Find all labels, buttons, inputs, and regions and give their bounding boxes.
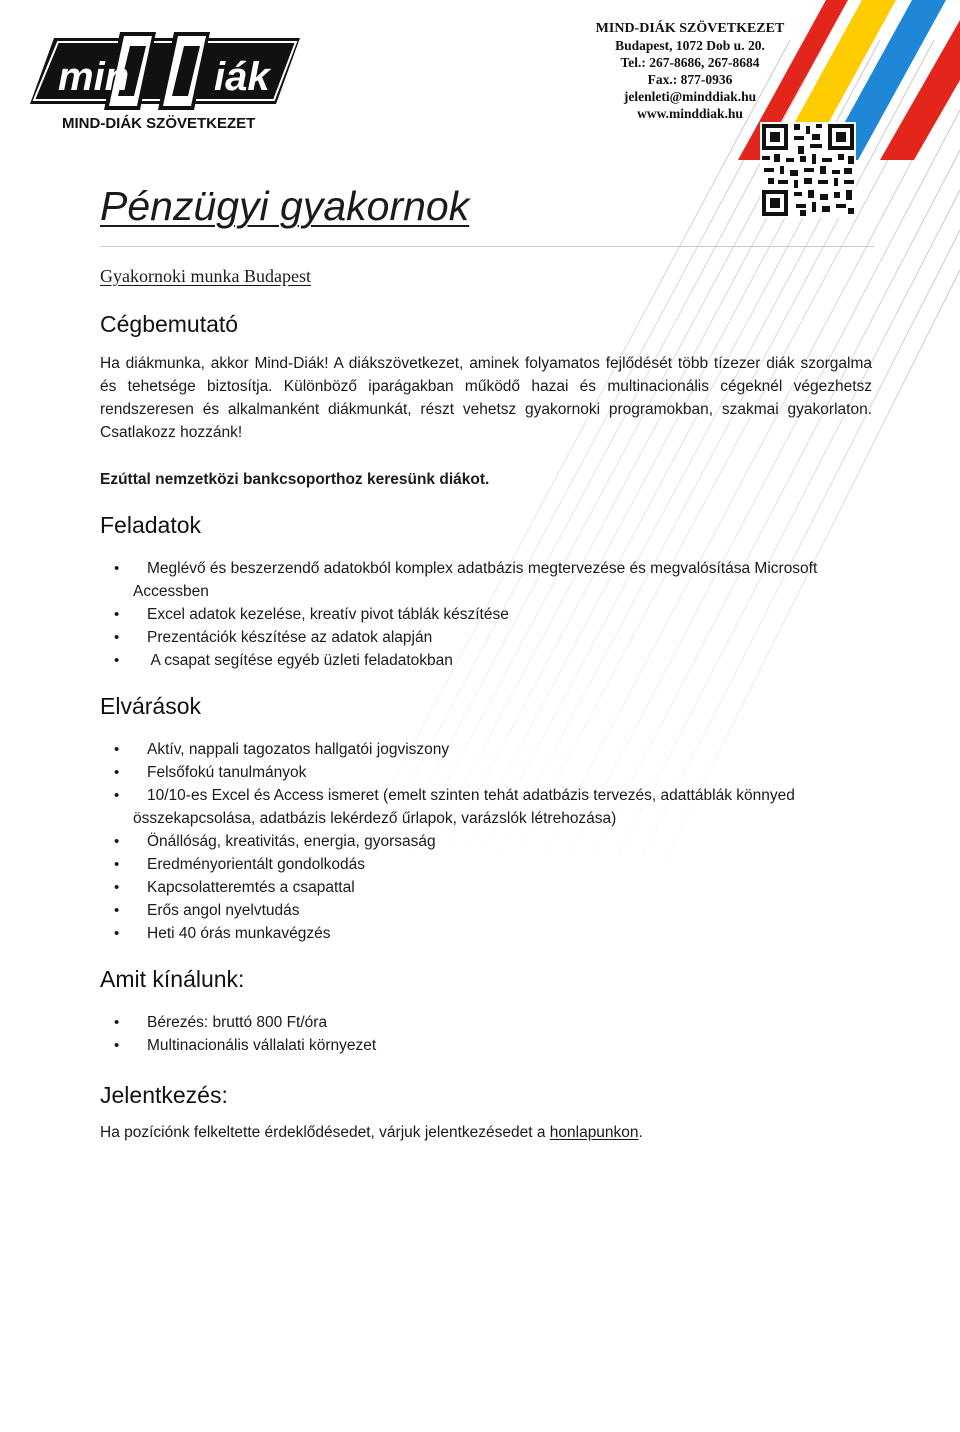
list-item-text-continued: összekapcsolása, adatbázis lekérdező űrlapok, varázslók létrehozása) xyxy=(133,810,617,827)
svg-text:MIND-DIÁK SZÖVETKEZET: MIND-DIÁK SZÖVETKEZET xyxy=(62,115,256,132)
list-item-text: A csapat segítése egyéb üzleti feladatokban xyxy=(147,652,453,669)
list-item xyxy=(100,922,872,945)
contact-company: MIND-DIÁK SZÖVETKEZET xyxy=(595,21,785,36)
qr-code-icon[interactable] xyxy=(760,122,856,218)
list-item xyxy=(100,761,872,784)
contact-address: Budapest, 1072 Dob u. 20. xyxy=(615,38,765,53)
list-item-text: Kapcsolatteremtés a csapattal xyxy=(147,879,355,896)
apply-text xyxy=(100,1121,872,1144)
contact-tel: Tel.: 267-8686, 267-8684 xyxy=(620,55,760,70)
list-item-text: Önállóság, kreativitás, energia, gyorsaság xyxy=(147,833,436,850)
contact-email[interactable]: jelenleti@minddiak.hu xyxy=(623,89,757,104)
minddiak-logo xyxy=(24,28,306,132)
list-item-text: Excel adatok kezelése, kreatív pivot táblák készítése xyxy=(147,606,509,623)
job-subtitle-link[interactable]: Gyakornoki munka Budapest xyxy=(100,266,311,286)
homepage-link[interactable]: honlapunkon xyxy=(549,1124,639,1141)
list-item xyxy=(100,557,872,603)
requirements-list xyxy=(100,738,872,945)
list-item xyxy=(100,649,872,672)
list-item xyxy=(100,626,872,649)
section-heading-offer: Amit kínálunk: xyxy=(100,966,245,992)
tasks-list xyxy=(100,557,872,672)
list-item-text: Felsőfokú tanulmányok xyxy=(147,764,307,781)
highlight-text: Ezúttal nemzetközi bankcsoporthoz keresünk diákot. xyxy=(100,471,490,488)
list-item-text: 10/10-es Excel és Access ismeret (emelt szinten tehát adatbázis tervezés, adattáblák könnyed xyxy=(147,787,795,804)
section-heading-tasks: Feladatok xyxy=(100,512,202,538)
list-item-text: Bérezés: bruttó 800 Ft/óra xyxy=(147,1014,328,1031)
offer-list xyxy=(100,1011,872,1057)
contact-block xyxy=(565,20,815,122)
apply-text-before: Ha pozíciónk felkeltette érdeklődésedet, várjuk jelentkezésedet a xyxy=(100,1124,550,1141)
list-item xyxy=(100,899,872,922)
svg-text:iák: iák xyxy=(214,55,270,99)
section-heading-requirements: Elvárások xyxy=(100,693,201,719)
list-item-text: Prezentációk készítése az adatok alapján xyxy=(147,629,433,646)
company-intro-text: Ha diákmunka, akkor Mind-Diák! A diákszövetkezet, aminek folyamatos fejlődését több tízezer diák szorgalma és tehetsége biztosítja. Különböző iparágakban működő hazai és multinacionális cégeknél végezhetsz rendszeresen és alkalmanként diákmunkát, részt vehetsz gyakornoki programokban, szakmai gyakorlaton. Csatlakozz hozzánk! xyxy=(100,355,872,441)
list-item xyxy=(100,876,872,899)
title-divider xyxy=(100,246,874,247)
list-item xyxy=(100,1011,872,1034)
contact-website[interactable]: www.minddiak.hu xyxy=(637,106,743,121)
main-content xyxy=(100,308,872,1144)
list-item-text: Eredményorientált gondolkodás xyxy=(147,856,365,873)
list-item-text: Heti 40 órás munkavégzés xyxy=(147,925,331,942)
section-heading-apply: Jelentkezés: xyxy=(100,1082,228,1108)
list-item xyxy=(100,784,872,830)
contact-fax: Fax.: 877-0936 xyxy=(647,72,733,87)
section-heading-company: Cégbemutató xyxy=(100,311,239,337)
page-title: Pénzügyi gyakornok xyxy=(100,183,470,229)
list-item xyxy=(100,1034,872,1057)
list-item-text: Erős angol nyelvtudás xyxy=(147,902,300,919)
list-item-text: Aktív, nappali tagozatos hallgatói jogviszony xyxy=(147,741,450,758)
list-item xyxy=(100,830,872,853)
list-item-text-continued: Accessben xyxy=(133,583,209,600)
svg-text:min: min xyxy=(58,55,130,99)
list-item xyxy=(100,738,872,761)
apply-text-after: . xyxy=(638,1124,643,1141)
list-item-text: Multinacionális vállalati környezet xyxy=(147,1037,377,1054)
list-item xyxy=(100,853,872,876)
list-item-text: Meglévő és beszerzendő adatokból komplex adatbázis megtervezése és megvalósítása Microsoft xyxy=(147,560,818,577)
list-item xyxy=(100,603,872,626)
